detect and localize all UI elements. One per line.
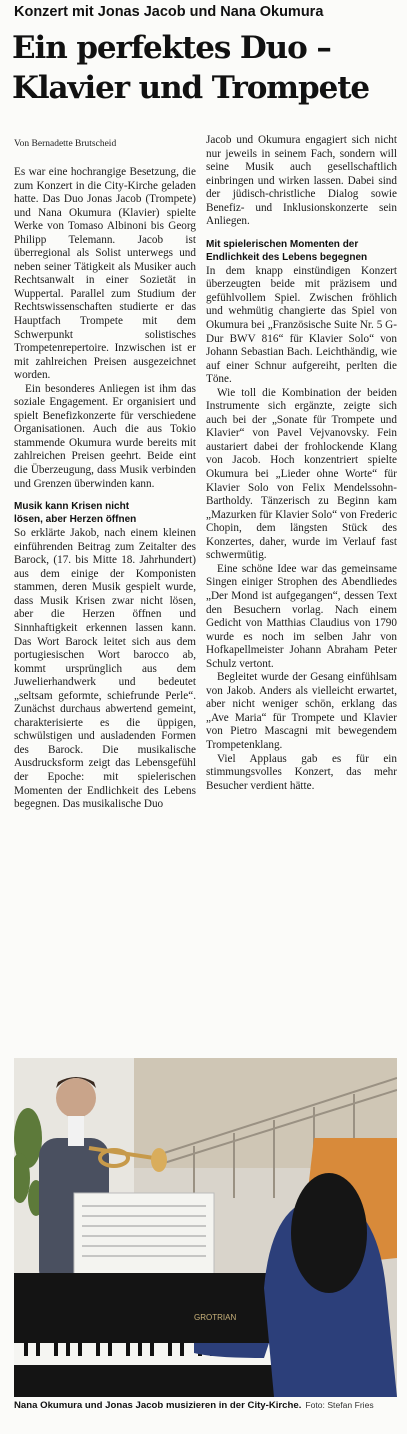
headline-line-1: Ein perfektes Duo – bbox=[12, 30, 331, 66]
photo-caption bbox=[14, 1400, 399, 1411]
headline-line-2: Klavier und Trompete bbox=[12, 70, 370, 106]
paragraph: Eine schöne Idee war das gemeinsame Singen einiger Strophen des Abendliedes „Der Mond ist aufgegangen“, dessen Text den Besuchern vorlag. Nach einem Gedicht von Matthias Claudius von 1790 wurde es noch im selben Jahr von Hofkapellmeister Johann Abraham Peter Schulz vertont. bbox=[206, 562, 397, 670]
paragraph: In dem knapp einstündigen Konzert überzeugten beide mit präzisem und gefühlvollem Spiel. Zwischen fröhlich und wehmütig changierte das Spiel von Okumura bei „Französische Suite Nr. 5 G-Dur BWV 816“ für Klavier Solo“ von Johann Sebastian Bach. Leichthändig, wie auf einer Schnur aufgereiht, perlten die Töne. bbox=[206, 264, 397, 386]
subheading-line: Mit spielerischen Momenten der bbox=[206, 238, 359, 250]
article-column-right bbox=[206, 134, 397, 793]
paragraph: Jacob und Okumura engagiert sich nicht nur jeweils in seinem Fach, sondern will seine Musik auch gesellschaftlich einbringen und wirken lassen. Dabei sind der jüdisch-christliche Dialog sowie Benefiz- und Inklusionskonzerte sein Anliegen. bbox=[206, 134, 397, 228]
paragraph: Begleitet wurde der Gesang einfühlsam von Jakob. Anders als vielleicht erwartet, aber nicht weniger schön, erklang das „Ave Maria“ für Trompete und Klavier von Pietro Mascagni mit bewegendem Trompetenklang. bbox=[206, 671, 397, 751]
paragraph: So erklärte Jakob, nach einem kleinen einführenden Beitrag zum Zeitalter des Barock, (17. bis Mitte 18. Jahrhundert) aus dem einige der Komponisten stammen, deren Musik gespielt wurde, dass Musik Krisen zwar nicht lösen, aber die Herzen öffnen und Sinnhaftigkeit erkennen lassen kann. Das Wort Barock leitet sich aus dem portugiesischen Wort barocco ab, kommt ursprünglich aus dem Juwelierhandwerk und bedeutet „seltsam geformte, schiefrunde Perle“. Zunächst durchaus abwertend gemeint, charakterisierte es die üppigen, schwülstigen und ausladenden Formen des Barock. Die musikalische Ausdrucksform zeigt das Lebensgefühl der Epoche: mit spielerischen Momenten der Endlichkeit des Lebens begegnen. Das musikalische Duo bbox=[14, 527, 196, 811]
subheading bbox=[14, 500, 196, 526]
subheading-line: Musik kann Krisen nicht bbox=[14, 501, 130, 513]
caption-text: Nana Okumura und Jonas Jacob musizieren in der City-Kirche. bbox=[14, 1400, 302, 1411]
subheading-line: Endlichkeit des Lebens begegnen bbox=[206, 251, 368, 263]
paragraph: Ein besonderes Anliegen ist ihm das soziale Engagement. Er organisiert und spielt Benefizkonzerte für verschiedene Organisationen. Auch die aus Tokio stammende Okumura wurde bereits mit zahlreichen Preisen geehrt. Beide eint die Überzeugung, dass Musik verbinden und Grenzen überwinden kann. bbox=[14, 382, 196, 490]
photo-credit: Foto: Stefan Fries bbox=[305, 1400, 374, 1410]
article-kicker: Konzert mit Jonas Jacob und Nana Okumura bbox=[14, 4, 324, 20]
article-headline bbox=[12, 28, 402, 108]
subheading bbox=[206, 238, 397, 264]
concert-photo-illustration bbox=[14, 1058, 397, 1397]
paragraph: Wie toll die Kombination der beiden Instrumente sich ergänzte, zeigte sich auch bei der „Sonate für Trompete und Klavier“ von Pavel Vejvanovsky. Fein austariert dabei der frohlockende Klang von Jacob. Hoch konzentriert spielte Okumura bei „Lieder ohne Worte“ für Klavier Solo von Felix Mendelssohn-Bartholdy. Tänzerisch zu Beginn kam „Mazurken für Klavier Solo“ von Frederic Chopin, dem längsten Stück des Konzertes, daher, wurde im Verlauf fast schwermütig. bbox=[206, 386, 397, 562]
article-author: Von Bernadette Brutscheid bbox=[14, 139, 117, 149]
paragraph: Es war eine hochrangige Besetzung, die zum Konzert in die City-Kirche geladen hatte. Das Duo Jonas Jacob (Trompete) und Nana Okumura (Klavier) spielte Werke von Tomaso Albinoni bis Georg Philipp Telemann. Jacob ist überregional als Solist unterwegs und neben seiner Tätigkeit als Musiker auch Rechtsanwalt in einer Sozietät in Wuppertal. Parallel zum Studium der Rechtswissenschaften studierte er das Hauptfach Trompete mit dem Schwerpunkt solistisches Trompetenrepertoire. Inzwischen ist er mit zahlreichen Preisen ausgezeichnet worden. bbox=[14, 166, 196, 382]
subheading-line: lösen, aber Herzen öffnen bbox=[14, 514, 137, 526]
piano-brand-label: GROTRIAN bbox=[194, 1313, 237, 1322]
concert-photo bbox=[14, 1058, 397, 1397]
article-column-left bbox=[14, 166, 196, 812]
paragraph: Viel Applaus gab es für ein stimmungsvolles Konzert, das mehr Besucher verdient hätte. bbox=[206, 752, 397, 792]
